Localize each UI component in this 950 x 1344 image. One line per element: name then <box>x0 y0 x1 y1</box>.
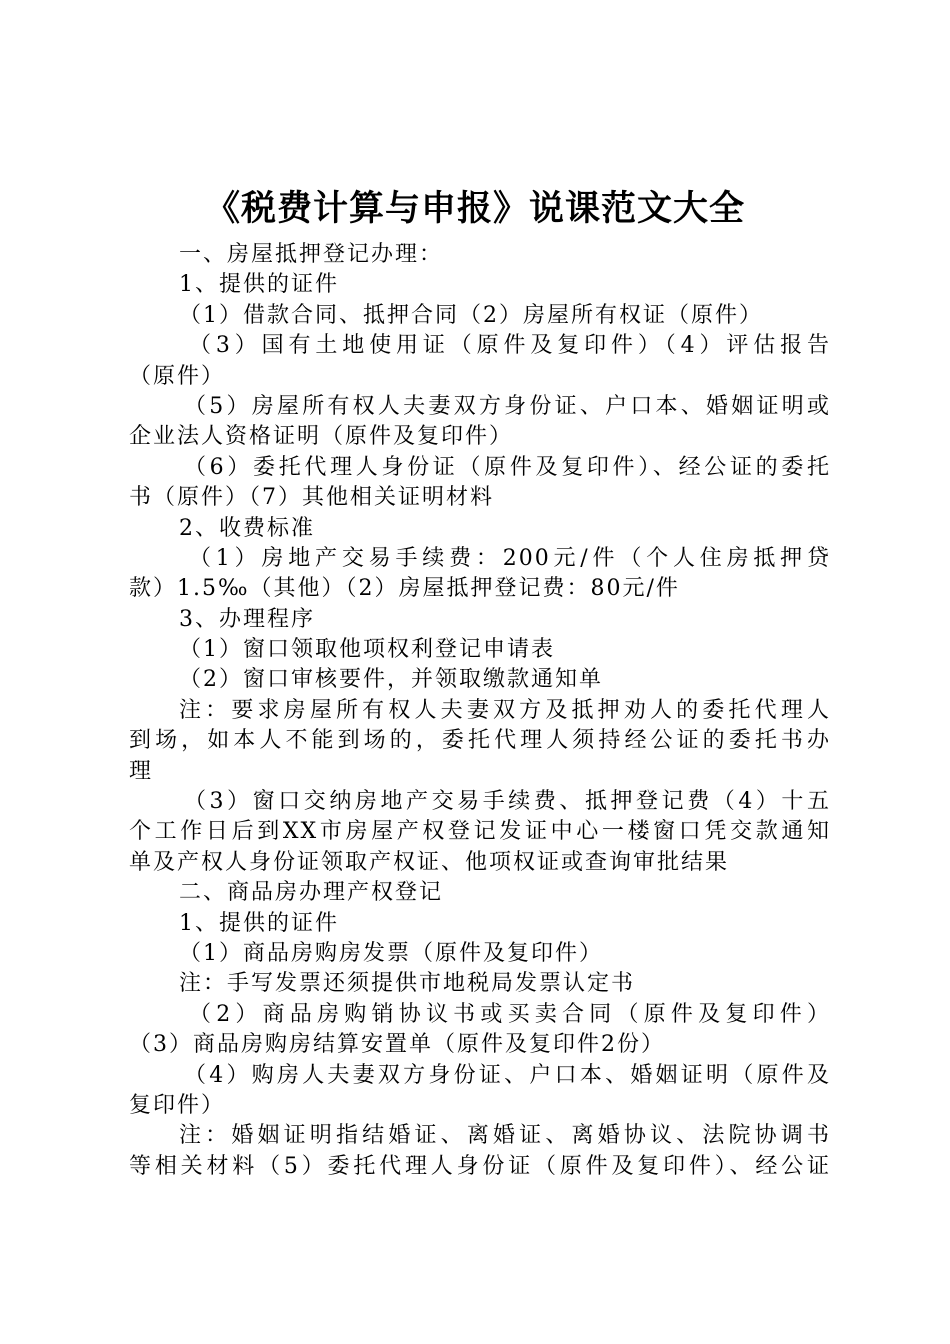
body-text-line: （1）商品房购房发票（原件及复印件） <box>179 940 603 966</box>
body-text-line: 个工作日后到XX市房屋产权登记发证中心一楼窗口凭交款通知 <box>129 819 831 845</box>
body-text-line: （3）国有土地使用证（原件及复印件）（4）评估报告 <box>189 333 831 359</box>
body-text-line: （1）借款合同、抵押合同（2）房屋所有权证（原件） <box>179 302 763 328</box>
body-text-line: 二、商品房办理产权登记 <box>179 880 444 906</box>
body-text-line: 到场，如本人不能到场的，委托代理人须持经公证的委托书办 <box>129 728 831 754</box>
body-text-line: 企业法人资格证明（原件及复印件） <box>129 424 514 450</box>
body-text-line: 复印件） <box>129 1092 226 1118</box>
body-text-line: 注：婚姻证明指结婚证、离婚证、离婚协议、法院协调书 <box>179 1123 831 1149</box>
body-text-line: 1、提供的证件 <box>179 272 339 298</box>
document-title: 《税费计算与申报》说课范文大全 <box>204 189 745 229</box>
body-text-line: （原件） <box>129 363 226 389</box>
body-text-line: 1、提供的证件 <box>179 910 339 936</box>
body-text-line: 注：要求房屋所有权人夫妻双方及抵押劝人的委托代理人 <box>179 697 831 723</box>
body-text-line: 3、办理程序 <box>179 606 315 632</box>
body-text-line: （6）委托代理人身份证（原件及复印件）、经公证的委托 <box>184 454 831 480</box>
body-text-line: （3）窗口交纳房地产交易手续费、抵押登记费（4）十五 <box>184 789 831 815</box>
body-text-line: 单及产权人身份证领取产权证、他项权证或查询审批结果 <box>129 849 730 875</box>
body-text-line: 理 <box>129 758 154 784</box>
body-text-line: 书（原件）（7）其他相关证明材料 <box>129 485 494 511</box>
body-text-line: 2、收费标准 <box>179 515 315 541</box>
body-text-line: 注：手写发票还须提供市地税局发票认定书 <box>179 971 636 997</box>
body-text-line: （3）商品房购房结算安置单（原件及复印件2份） <box>129 1032 665 1058</box>
body-text-line: （5）房屋所有权人夫妻双方身份证、户口本、婚姻证明或 <box>184 393 831 419</box>
body-text-line: （2）窗口审核要件，并领取缴款通知单 <box>179 667 603 693</box>
body-text-line: 等相关材料（5）委托代理人身份证（原件及复印件）、经公证 <box>129 1153 831 1179</box>
document-body <box>129 240 831 1182</box>
body-text-line: （1）房地产交易手续费：200元/件（个人住房抵押贷 <box>189 545 831 571</box>
body-text-line: （1）窗口领取他项权利登记申请表 <box>179 637 555 663</box>
body-text-line: 一、房屋抵押登记办理： <box>179 242 444 267</box>
body-text-line: （4）购房人夫妻双方身份证、户口本、婚姻证明（原件及 <box>184 1062 831 1088</box>
body-text-line: 款）1.5‰（其他）（2）房屋抵押登记费：80元/件 <box>129 576 680 602</box>
body-text-line: （2）商品房购销协议书或买卖合同（原件及复印件） <box>189 1001 831 1027</box>
